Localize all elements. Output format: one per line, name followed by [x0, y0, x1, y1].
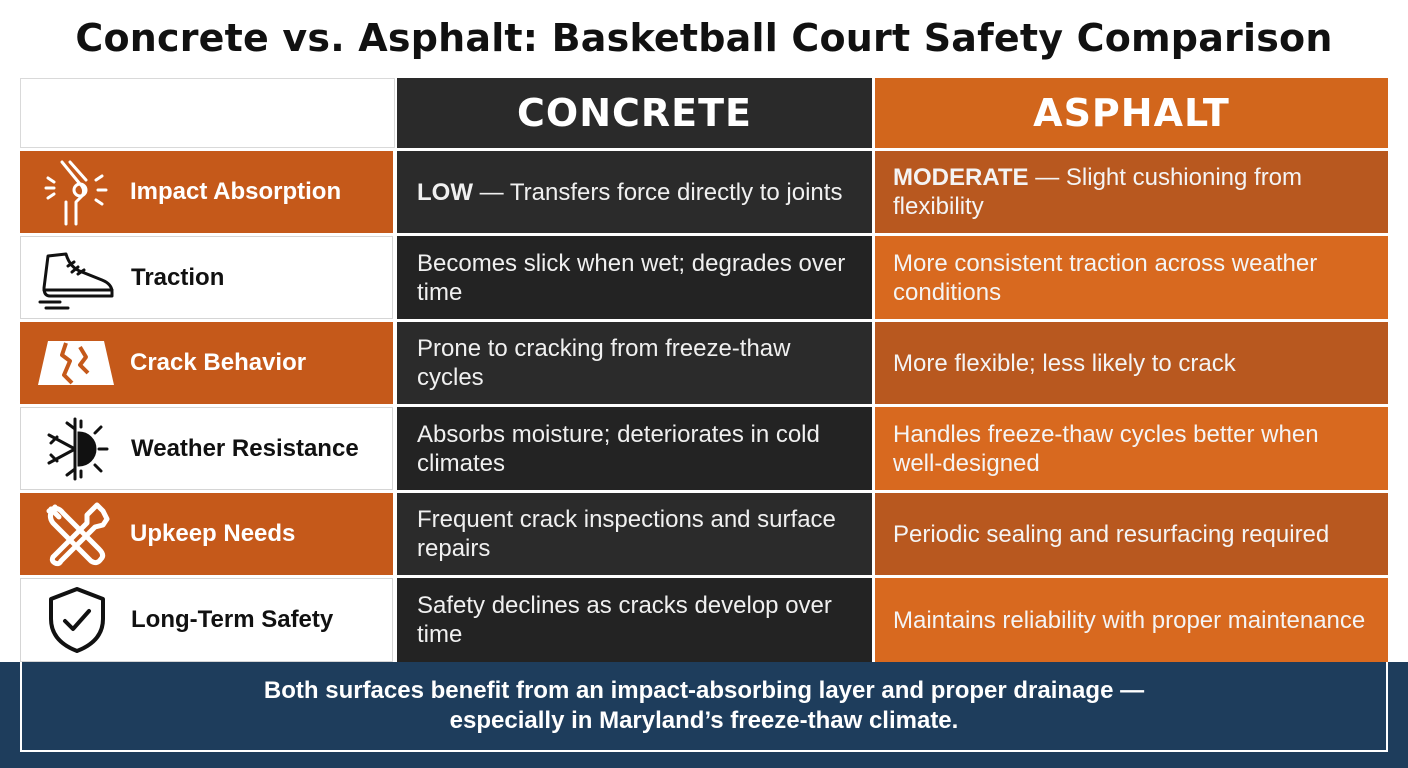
row-label: Weather Resistance [131, 434, 359, 462]
concrete-text: Prone to cracking from freeze-thaw cycles [417, 335, 791, 391]
row-label: Traction [131, 263, 225, 291]
row-label-cell [20, 578, 393, 662]
table-header-row [20, 78, 1388, 148]
table-row [20, 151, 1388, 233]
row-label: Long-Term Safety [131, 606, 334, 633]
table-row [20, 578, 1388, 662]
footer-line-2: especially in Maryland’s freeze-thaw climate. [449, 707, 959, 734]
concrete-cell [397, 322, 872, 404]
asphalt-text: Maintains reliability with proper maintenance [893, 606, 1366, 634]
row-label: Crack Behavior [130, 349, 307, 376]
header-empty-cell [20, 78, 395, 148]
row-label: Upkeep Needs [130, 520, 296, 547]
concrete-text: Safety declines as cracks develop over time [417, 592, 832, 648]
concrete-text: Frequent crack inspections and surface repairs [417, 506, 836, 562]
asphalt-text: Handles freeze-thaw cycles better when well-designed [893, 420, 1319, 477]
asphalt-cell [875, 407, 1388, 490]
concrete-cell [397, 151, 872, 233]
concrete-rating: LOW [417, 178, 473, 206]
wrench-tools-icon [34, 498, 118, 570]
asphalt-text: Periodic sealing and resurfacing required [893, 520, 1330, 548]
header-asphalt [875, 78, 1388, 148]
row-label-cell [20, 322, 393, 404]
row-label-cell [20, 407, 393, 490]
concrete-text: Becomes slick when wet; degrades over time [417, 249, 846, 306]
asphalt-rating: MODERATE [893, 164, 1029, 191]
row-label: Impact Absorption [130, 178, 342, 205]
concrete-column-label: CONCRETE [517, 91, 752, 135]
row-label-cell [20, 236, 393, 319]
asphalt-text: — Slight cushioning from flexibility [893, 164, 1303, 220]
sneaker-icon [35, 242, 119, 314]
row-label-cell [20, 151, 393, 233]
asphalt-cell [875, 236, 1388, 319]
asphalt-cell [875, 578, 1388, 662]
concrete-text: Absorbs moisture; deteriorates in cold climates [417, 420, 820, 477]
table-row [20, 493, 1388, 575]
shield-check-icon [35, 584, 119, 656]
footer-line-1: Both surfaces benefit from an impact-absorbing layer and proper drainage — [263, 677, 1145, 704]
knee-joint-icon [34, 156, 118, 228]
page-title: Concrete vs. Asphalt: Basketball Court Safety Comparison [75, 16, 1333, 60]
asphalt-text: More flexible; less likely to crack [893, 349, 1236, 377]
table-row [20, 322, 1388, 404]
concrete-text: — Transfers force directly to joints [472, 178, 843, 206]
cracked-surface-icon [34, 327, 118, 399]
snowflake-sun-icon [35, 413, 119, 485]
header-concrete [397, 78, 872, 148]
asphalt-cell [875, 493, 1388, 575]
asphalt-cell [875, 322, 1388, 404]
row-label-cell [20, 493, 393, 575]
asphalt-column-label: ASPHALT [1033, 91, 1230, 135]
table-row [20, 236, 1388, 319]
concrete-cell [397, 407, 872, 490]
concrete-cell [397, 493, 872, 575]
concrete-cell [397, 578, 872, 662]
asphalt-text: More consistent traction across weather conditions [893, 249, 1318, 306]
concrete-cell [397, 236, 872, 319]
table-row [20, 407, 1388, 490]
asphalt-cell [875, 151, 1388, 233]
footer-note [20, 662, 1388, 752]
